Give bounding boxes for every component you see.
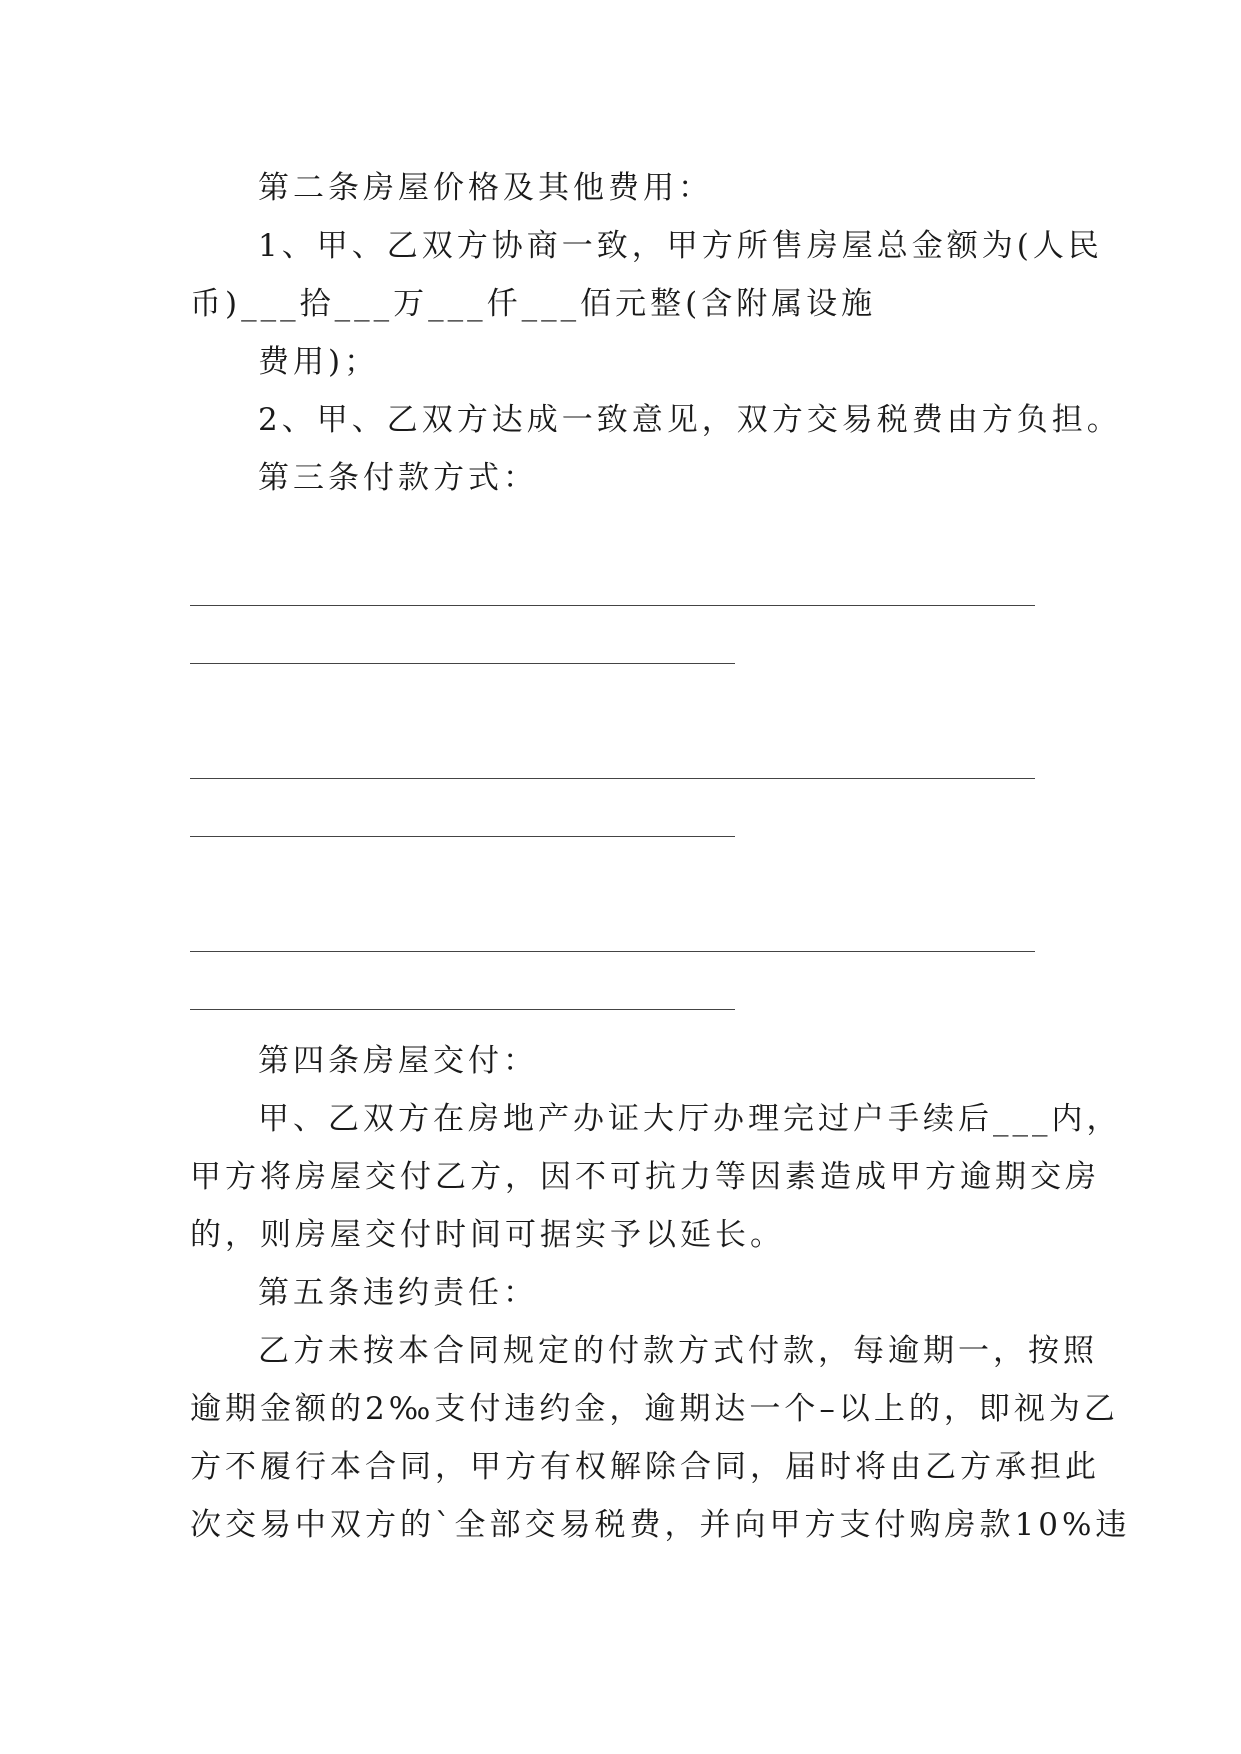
clause-5-heading: 第五条违约责任：	[258, 1275, 538, 1311]
clause-4-line-3: 的，则房屋交付时间可据实予以延长。	[190, 1217, 785, 1253]
clause-2-heading: 第二条房屋价格及其他费用：	[258, 170, 713, 206]
clause-2-item-1-line-1: 1、甲、乙双方协商一致，甲方所售房屋总金额为(人民	[258, 228, 1103, 264]
blank-line	[190, 1009, 735, 1010]
clause-4-line-2: 甲方将房屋交付乙方，因不可抗力等因素造成甲方逾期交房	[190, 1159, 1100, 1195]
clause-2-item-2: 2、甲、乙双方达成一致意见，双方交易税费由方负担。	[258, 402, 1122, 438]
clause-5-line-1: 乙方未按本合同规定的付款方式付款，每逾期一，按照	[258, 1333, 1098, 1369]
clause-2-item-1-line-2: 币)___拾___万___仟___佰元整(含附属设施	[190, 286, 877, 322]
clause-4-line-1: 甲、乙双方在房地产办证大厅办理完过户手续后___内，	[258, 1101, 1122, 1137]
blank-line	[190, 951, 1035, 952]
blank-line	[190, 605, 1035, 606]
blank-line	[190, 778, 1035, 779]
clause-4-heading: 第四条房屋交付：	[258, 1043, 538, 1079]
clause-5-line-4: 次交易中双方的`全部交易税费，并向甲方支付购房款10%违	[190, 1507, 1131, 1543]
clause-5-line-3: 方不履行本合同，甲方有权解除合同，届时将由乙方承担此	[190, 1449, 1100, 1485]
blank-line	[190, 663, 735, 664]
clause-5-line-2: 逾期金额的2‰支付违约金，逾期达一个–以上的，即视为乙	[190, 1391, 1119, 1427]
clause-2-item-1-line-3: 费用)；	[258, 344, 380, 380]
clause-3-heading: 第三条付款方式：	[258, 460, 538, 496]
blank-line	[190, 836, 735, 837]
